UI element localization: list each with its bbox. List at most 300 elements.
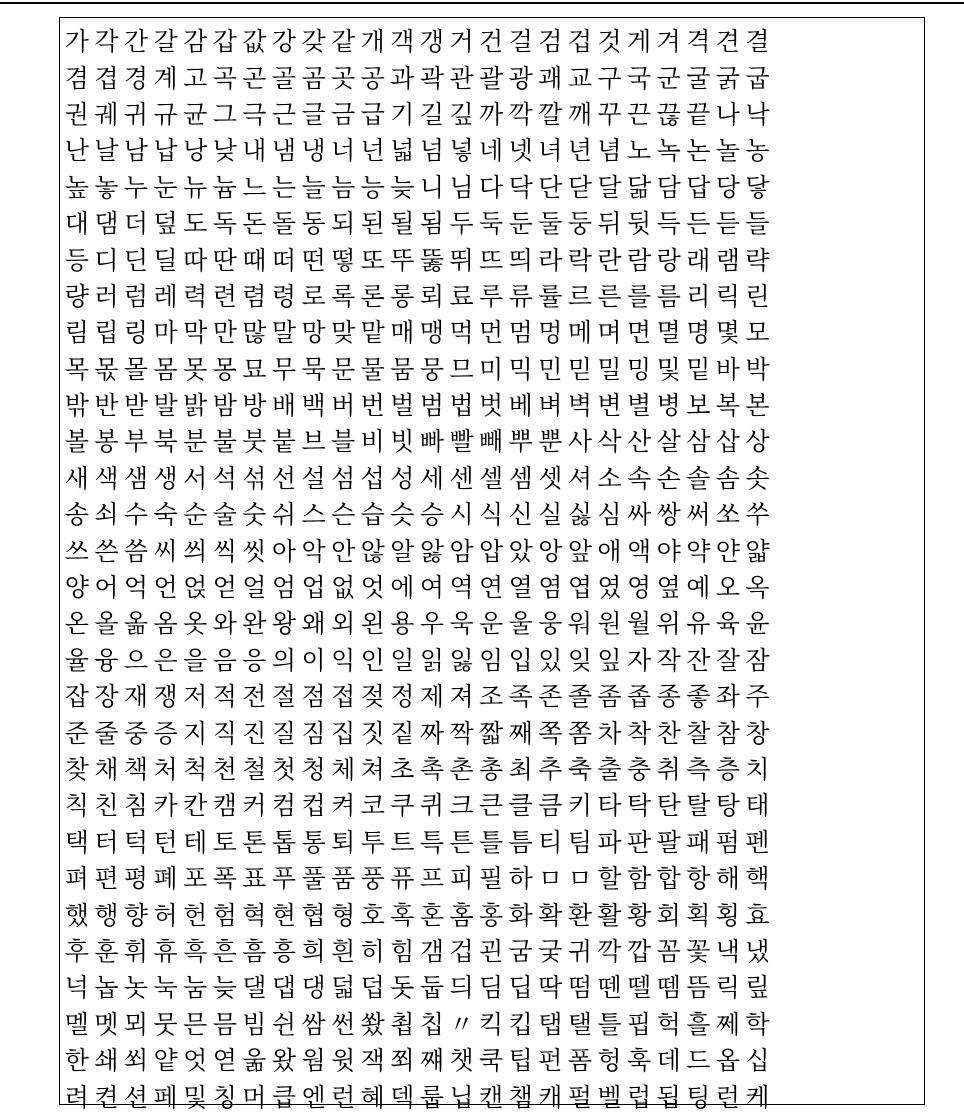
glyph-cell: 탄 [656,791,681,821]
glyph-cell: 강 [271,27,297,57]
glyph-cell: 씨 [153,536,178,566]
glyph-cell: 맡 [360,318,385,348]
glyph-cell: 좁 [627,682,652,712]
glyph-cell: 않 [360,536,385,566]
glyph-cell: 썬 [331,1009,356,1039]
glyph-cell: 삭 [597,427,622,457]
glyph-cell: 장 [94,682,119,712]
glyph-cell: 녀 [538,136,563,166]
glyph-cell: 팔 [656,827,681,857]
glyph-cell: 뫼 [123,1009,149,1039]
glyph-cell: 감 [183,27,208,57]
glyph-cell: 퓨 [390,864,415,894]
glyph-row [62,315,922,351]
glyph-cell: 웜 [301,1046,326,1076]
glyph-cell: 쇠 [94,500,119,530]
glyph-cell: 쐬 [123,1046,149,1076]
glyph-cell: 셔 [567,463,592,493]
glyph-row [62,825,922,861]
glyph-row [62,606,922,642]
glyph-cell: 옷 [183,609,208,639]
glyph-cell: 챗 [449,1046,474,1076]
glyph-cell: 짧 [479,718,504,748]
glyph-cell: 토 [212,827,237,857]
glyph-cell: 시 [449,500,474,530]
glyph-cell: 카 [153,791,178,821]
glyph-cell: 목 [64,354,89,384]
glyph-cell: 먹 [449,318,474,348]
glyph-cell: 닮 [627,172,652,202]
glyph-cell: 캐 [538,1082,563,1112]
glyph-cell: 낮 [212,136,237,166]
glyph-cell: 락 [567,245,592,275]
glyph-cell: 낙 [745,99,770,129]
glyph-cell: 활 [597,900,622,930]
glyph-cell: 큽 [271,1082,297,1112]
glyph-cell: 량 [64,281,89,311]
glyph-row [62,497,922,533]
glyph-cell: 뭇 [153,1009,178,1039]
glyph-cell: 꽃 [686,936,711,966]
top-rule [0,2,964,4]
glyph-cell: 음 [212,645,237,675]
glyph-cell: 득 [656,209,681,239]
glyph-cell: 열 [508,573,533,603]
glyph-cell: 쌍 [656,500,681,530]
glyph-cell: 눔 [183,973,208,1003]
glyph-cell: 된 [360,209,385,239]
glyph-cell: 돌 [271,209,297,239]
glyph-cell: 헉 [656,1009,681,1039]
glyph-cell: 쳐 [360,755,385,784]
glyph-cell: 얹 [183,573,208,603]
glyph-cell: 굵 [715,63,740,93]
glyph-cell: 직 [212,718,237,748]
glyph-cell: 창 [745,718,770,748]
glyph-cell: 꼼 [656,936,681,966]
glyph-cell: 진 [242,718,267,748]
glyph-cell: 납 [153,136,178,166]
glyph-cell: 팀 [567,827,592,857]
glyph-cell: 펴 [64,864,89,894]
glyph-cell: 섭 [360,463,385,493]
glyph-cell: 단 [538,172,563,202]
glyph-cell: 그 [212,99,237,129]
glyph-cell: 퇴 [331,827,356,857]
glyph-cell: 흥 [271,936,297,966]
glyph-cell: 따 [183,245,208,275]
glyph-cell: 으 [123,645,149,675]
glyph-cell: 과 [390,63,415,93]
glyph-cell: 깊 [449,99,474,129]
glyph-cell: 뗀 [597,973,622,1003]
glyph-cell: 왕 [271,609,297,639]
glyph-cell: 멸 [656,318,681,348]
glyph-cell: 의 [271,645,297,675]
glyph-cell: 호 [360,900,385,930]
glyph-cell: 최 [508,755,533,784]
glyph-cell: 냉 [301,136,326,166]
glyph-cell: 좌 [715,682,740,712]
glyph-cell: 실 [538,500,563,530]
glyph-cell: 씻 [242,536,267,566]
glyph-cell: 두 [449,209,474,239]
glyph-cell: 운 [479,609,504,639]
glyph-cell: 봉 [94,427,119,457]
glyph-cell: 빗 [390,427,415,457]
glyph-cell: 밖 [64,391,89,421]
glyph-cell: 잎 [597,645,622,675]
glyph-row [62,60,922,96]
glyph-cell: 쏘 [715,500,740,530]
glyph-cell: 양 [64,573,89,603]
glyph-cell: 딤 [479,973,504,1003]
glyph-cell: 씌 [183,536,208,566]
glyph-cell: 성 [390,463,415,493]
glyph-cell: 쵭 [390,1009,415,1039]
glyph-cell: 회 [656,900,681,930]
glyph-cell: 협 [301,900,326,930]
glyph-cell: 병 [656,391,681,421]
glyph-cell: 글 [301,99,326,129]
glyph-cell: 축 [567,755,592,784]
glyph-cell: 화 [508,900,533,930]
glyph-cell: 합 [656,864,681,894]
glyph-cell: 동 [301,209,326,239]
glyph-cell: 홈 [449,900,474,930]
glyph-cell: 싫 [567,500,592,530]
glyph-cell: 쿠 [390,791,415,821]
glyph-cell: 촌 [449,755,474,784]
glyph-cell: 올 [94,609,119,639]
glyph-cell: 허 [153,900,178,930]
glyph-cell: 쿡 [479,1046,504,1076]
glyph-cell: 설 [301,463,326,493]
glyph-cell: 뜨 [479,245,504,275]
glyph-cell: 넷 [508,136,533,166]
glyph-cell: 알 [390,536,415,566]
glyph-cell: 을 [183,645,208,675]
glyph-cell: 급 [360,99,385,129]
glyph-cell: 굴 [686,63,711,93]
glyph-row [62,533,922,569]
glyph-cell: 밀 [597,354,622,384]
glyph-cell: 능 [360,172,385,202]
glyph-cell: 면 [627,318,652,348]
glyph-cell: 흘 [686,1009,711,1039]
glyph-cell: 석 [212,463,237,493]
glyph-cell: ㅁ [538,864,563,894]
glyph-cell: 큼 [538,791,563,821]
glyph-row [62,679,922,715]
glyph-cell: 황 [627,900,652,930]
glyph-cell: 친 [94,791,119,821]
glyph-cell: 드 [686,1046,711,1076]
glyph-row [62,788,922,824]
glyph-cell: 푸 [271,864,297,894]
glyph-cell: 혁 [242,900,267,930]
glyph-cell: 벼 [538,391,563,421]
glyph-cell: 탕 [715,791,740,821]
glyph-cell: 배 [271,391,297,421]
glyph-cell: 출 [597,755,622,784]
glyph-cell: 겁 [449,936,474,966]
glyph-cell: 순 [183,500,208,530]
glyph-cell: 앞 [567,536,592,566]
glyph-cell: 톤 [242,827,267,857]
glyph-cell: 될 [390,209,415,239]
glyph-cell: 더 [123,209,149,239]
glyph-cell: 믐 [212,1009,237,1039]
glyph-cell: 힘 [390,936,415,966]
glyph-cell: 뢰 [419,281,444,311]
glyph-cell: 링 [123,318,149,348]
glyph-cell: 덥 [360,973,385,1003]
glyph-cell: 한 [64,1046,89,1076]
glyph-cell: 집 [331,718,356,748]
glyph-cell: 매 [390,318,415,348]
glyph-cell: 뭄 [390,354,415,384]
glyph-cell: 페 [153,1082,178,1112]
glyph-cell: 넓 [390,136,415,166]
glyph-cell: 취 [656,755,681,784]
glyph-cell: 참 [715,718,740,748]
glyph-cell: 닫 [567,172,592,202]
glyph-cell: 칙 [64,791,89,821]
glyph-cell: 차 [597,718,622,748]
glyph-cell: 육 [715,609,740,639]
glyph-cell: 억 [123,573,149,603]
glyph-cell: 몽 [212,354,237,384]
glyph-cell: 휘 [123,936,149,966]
glyph-cell: 먼 [479,318,504,348]
glyph-row [62,643,922,679]
glyph-cell: 대 [64,209,89,239]
glyph-cell: 찾 [64,755,89,784]
glyph-cell: 퀴 [419,791,444,821]
glyph-cell: 층 [715,755,740,784]
glyph-cell: 덟 [331,973,356,1003]
glyph-cell: 려 [64,1082,89,1112]
glyph-cell: 생 [153,463,178,493]
glyph-cell: 눈 [153,172,178,202]
glyph-cell: 람 [627,245,652,275]
glyph-cell: 채 [94,755,119,784]
glyph-cell: 발 [153,391,178,421]
glyph-cell: 굽 [745,63,770,93]
glyph-cell: 준 [64,718,89,748]
glyph-cell: 표 [242,864,267,894]
glyph-cell: 산 [627,427,652,457]
glyph-cell: 튼 [449,827,474,857]
glyph-cell: 늦 [212,973,237,1003]
glyph-cell: 총 [479,755,504,784]
glyph-cell: 녹 [656,136,681,166]
glyph-cell: 족 [508,682,533,712]
glyph-cell: 헌 [183,900,208,930]
glyph-cell: 벽 [567,391,592,421]
glyph-cell: 류 [508,281,533,311]
glyph-cell: 겸 [64,63,89,93]
glyph-cell: 십 [745,1046,770,1076]
glyph-cell: 윤 [745,609,770,639]
glyph-cell: 누 [123,172,149,202]
glyph-cell: 삽 [715,427,740,457]
glyph-cell: 통 [301,827,326,857]
glyph-cell: 솜 [715,463,740,493]
glyph-cell: 언 [153,573,178,603]
glyph-cell: 얼 [242,573,267,603]
glyph-cell: 밑 [686,354,711,384]
glyph-cell: 광 [508,63,533,93]
glyph-cell: 변 [597,391,622,421]
glyph-cell: 꾸 [597,99,622,129]
glyph-cell: 별 [627,391,652,421]
glyph-cell: 착 [627,718,652,748]
glyph-cell: 번 [360,391,385,421]
glyph-cell: 니 [419,172,444,202]
glyph-cell: 골 [271,63,297,93]
glyph-cell: 맆 [745,973,770,1003]
glyph-cell: 쪽 [538,718,563,748]
glyph-cell: 붓 [242,427,267,457]
glyph-cell: 았 [508,536,533,566]
glyph-cell: 투 [360,827,385,857]
glyph-cell: 달 [597,172,622,202]
glyph-cell: 름 [656,281,681,311]
glyph-cell: 해 [715,864,740,894]
glyph-row [62,279,922,315]
glyph-cell: 때 [242,245,267,275]
glyph-row [62,424,922,460]
glyph-cell: 버 [331,391,356,421]
glyph-cell: 횡 [715,900,740,930]
glyph-cell: 백 [301,391,326,421]
glyph-cell: 렴 [242,281,267,311]
glyph-cell: 벨 [597,1082,622,1112]
glyph-cell: 비 [360,427,385,457]
glyph-cell: 애 [597,536,622,566]
glyph-cell: 군 [656,63,681,93]
glyph-cell: 갑 [212,27,237,57]
glyph-cell: 터 [94,827,119,857]
glyph-cell: 묘 [242,354,267,384]
glyph-cell: 개 [360,27,385,57]
glyph-cell: 둥 [567,209,592,239]
glyph-cell: 든 [686,209,711,239]
glyph-cell: 크 [449,791,474,821]
glyph-cell: 보 [686,391,711,421]
glyph-cell: 님 [449,172,474,202]
glyph-cell: 괘 [538,63,563,93]
glyph-cell: 엳 [212,1046,237,1076]
glyph-cell: 저 [183,682,208,712]
glyph-cell: 폐 [153,864,178,894]
glyph-cell: 가 [64,27,89,57]
glyph-cell: 룹 [419,1082,444,1112]
glyph-cell: 센 [449,463,474,493]
glyph-cell: 떻 [331,245,356,275]
glyph-cell: 쌈 [301,1009,326,1039]
glyph-cell: 좋 [686,682,711,712]
glyph-cell: 리 [686,281,711,311]
glyph-cell: 졸 [567,682,592,712]
glyph-cell: 걸 [508,27,533,57]
glyph-cell: 뜸 [686,973,711,1003]
glyph-cell: 날 [94,136,119,166]
glyph-cell: 흠 [242,936,267,966]
glyph-cell: 분 [183,427,208,457]
glyph-cell: 추 [538,755,563,784]
glyph-cell: 확 [538,900,563,930]
glyph-cell: 택 [64,827,89,857]
glyph-cell: 얻 [212,573,237,603]
glyph-cell: 있 [538,645,563,675]
glyph-cell: 품 [331,864,356,894]
glyph-cell: 만 [212,318,237,348]
glyph-cell: 끝 [686,99,711,129]
glyph-cell: 문 [331,354,356,384]
glyph-cell: 벗 [479,391,504,421]
glyph-cell: 기 [390,99,415,129]
glyph-cell: 얀 [715,536,740,566]
glyph-cell: 왔 [271,1046,297,1076]
glyph-cell: 프 [419,864,444,894]
glyph-cell: 극 [242,99,267,129]
glyph-cell: 떰 [567,973,592,1003]
glyph-cell: 여 [419,573,444,603]
glyph-cell: 딥 [508,973,533,1003]
glyph-cell: 케 [745,1082,770,1112]
glyph-cell: 잡 [64,682,89,712]
glyph-cell: 소 [597,463,622,493]
glyph-cell: 냈 [745,936,770,966]
glyph-cell: 일 [390,645,415,675]
glyph-cell: 임 [479,645,504,675]
glyph-cell: 농 [745,136,770,166]
glyph-cell: 커 [242,791,267,821]
glyph-cell: 질 [271,718,297,748]
glyph-cell: 력 [183,281,208,311]
glyph-cell: 깨 [567,99,592,129]
glyph-cell: 송 [64,500,89,530]
glyph-cell: 밤 [212,391,237,421]
glyph-cell: 간 [123,27,149,57]
glyph-cell: 손 [656,463,681,493]
glyph-cell: 넌 [360,136,385,166]
glyph-cell: 특 [419,827,444,857]
glyph-cell: 충 [627,755,652,784]
glyph-cell: 뚫 [419,245,444,275]
glyph-cell: 완 [242,609,267,639]
glyph-cell: 률 [538,281,563,311]
glyph-cell: 박 [745,354,770,384]
glyph-cell: 숫 [242,500,267,530]
glyph-cell: 섬 [331,463,356,493]
glyph-cell: 안 [331,536,356,566]
glyph-cell: 나 [715,99,740,129]
glyph-cell: 접 [331,682,356,712]
glyph-cell: 유 [686,609,711,639]
glyph-cell: 갬 [419,936,444,966]
glyph-row [62,1043,922,1079]
glyph-cell: 값 [242,27,267,57]
glyph-cell: 휴 [153,936,178,966]
glyph-cell: 술 [212,500,237,530]
glyph-cell: 야 [656,536,681,566]
glyph-cell: 노 [627,136,652,166]
glyph-cell: 째 [508,718,533,748]
